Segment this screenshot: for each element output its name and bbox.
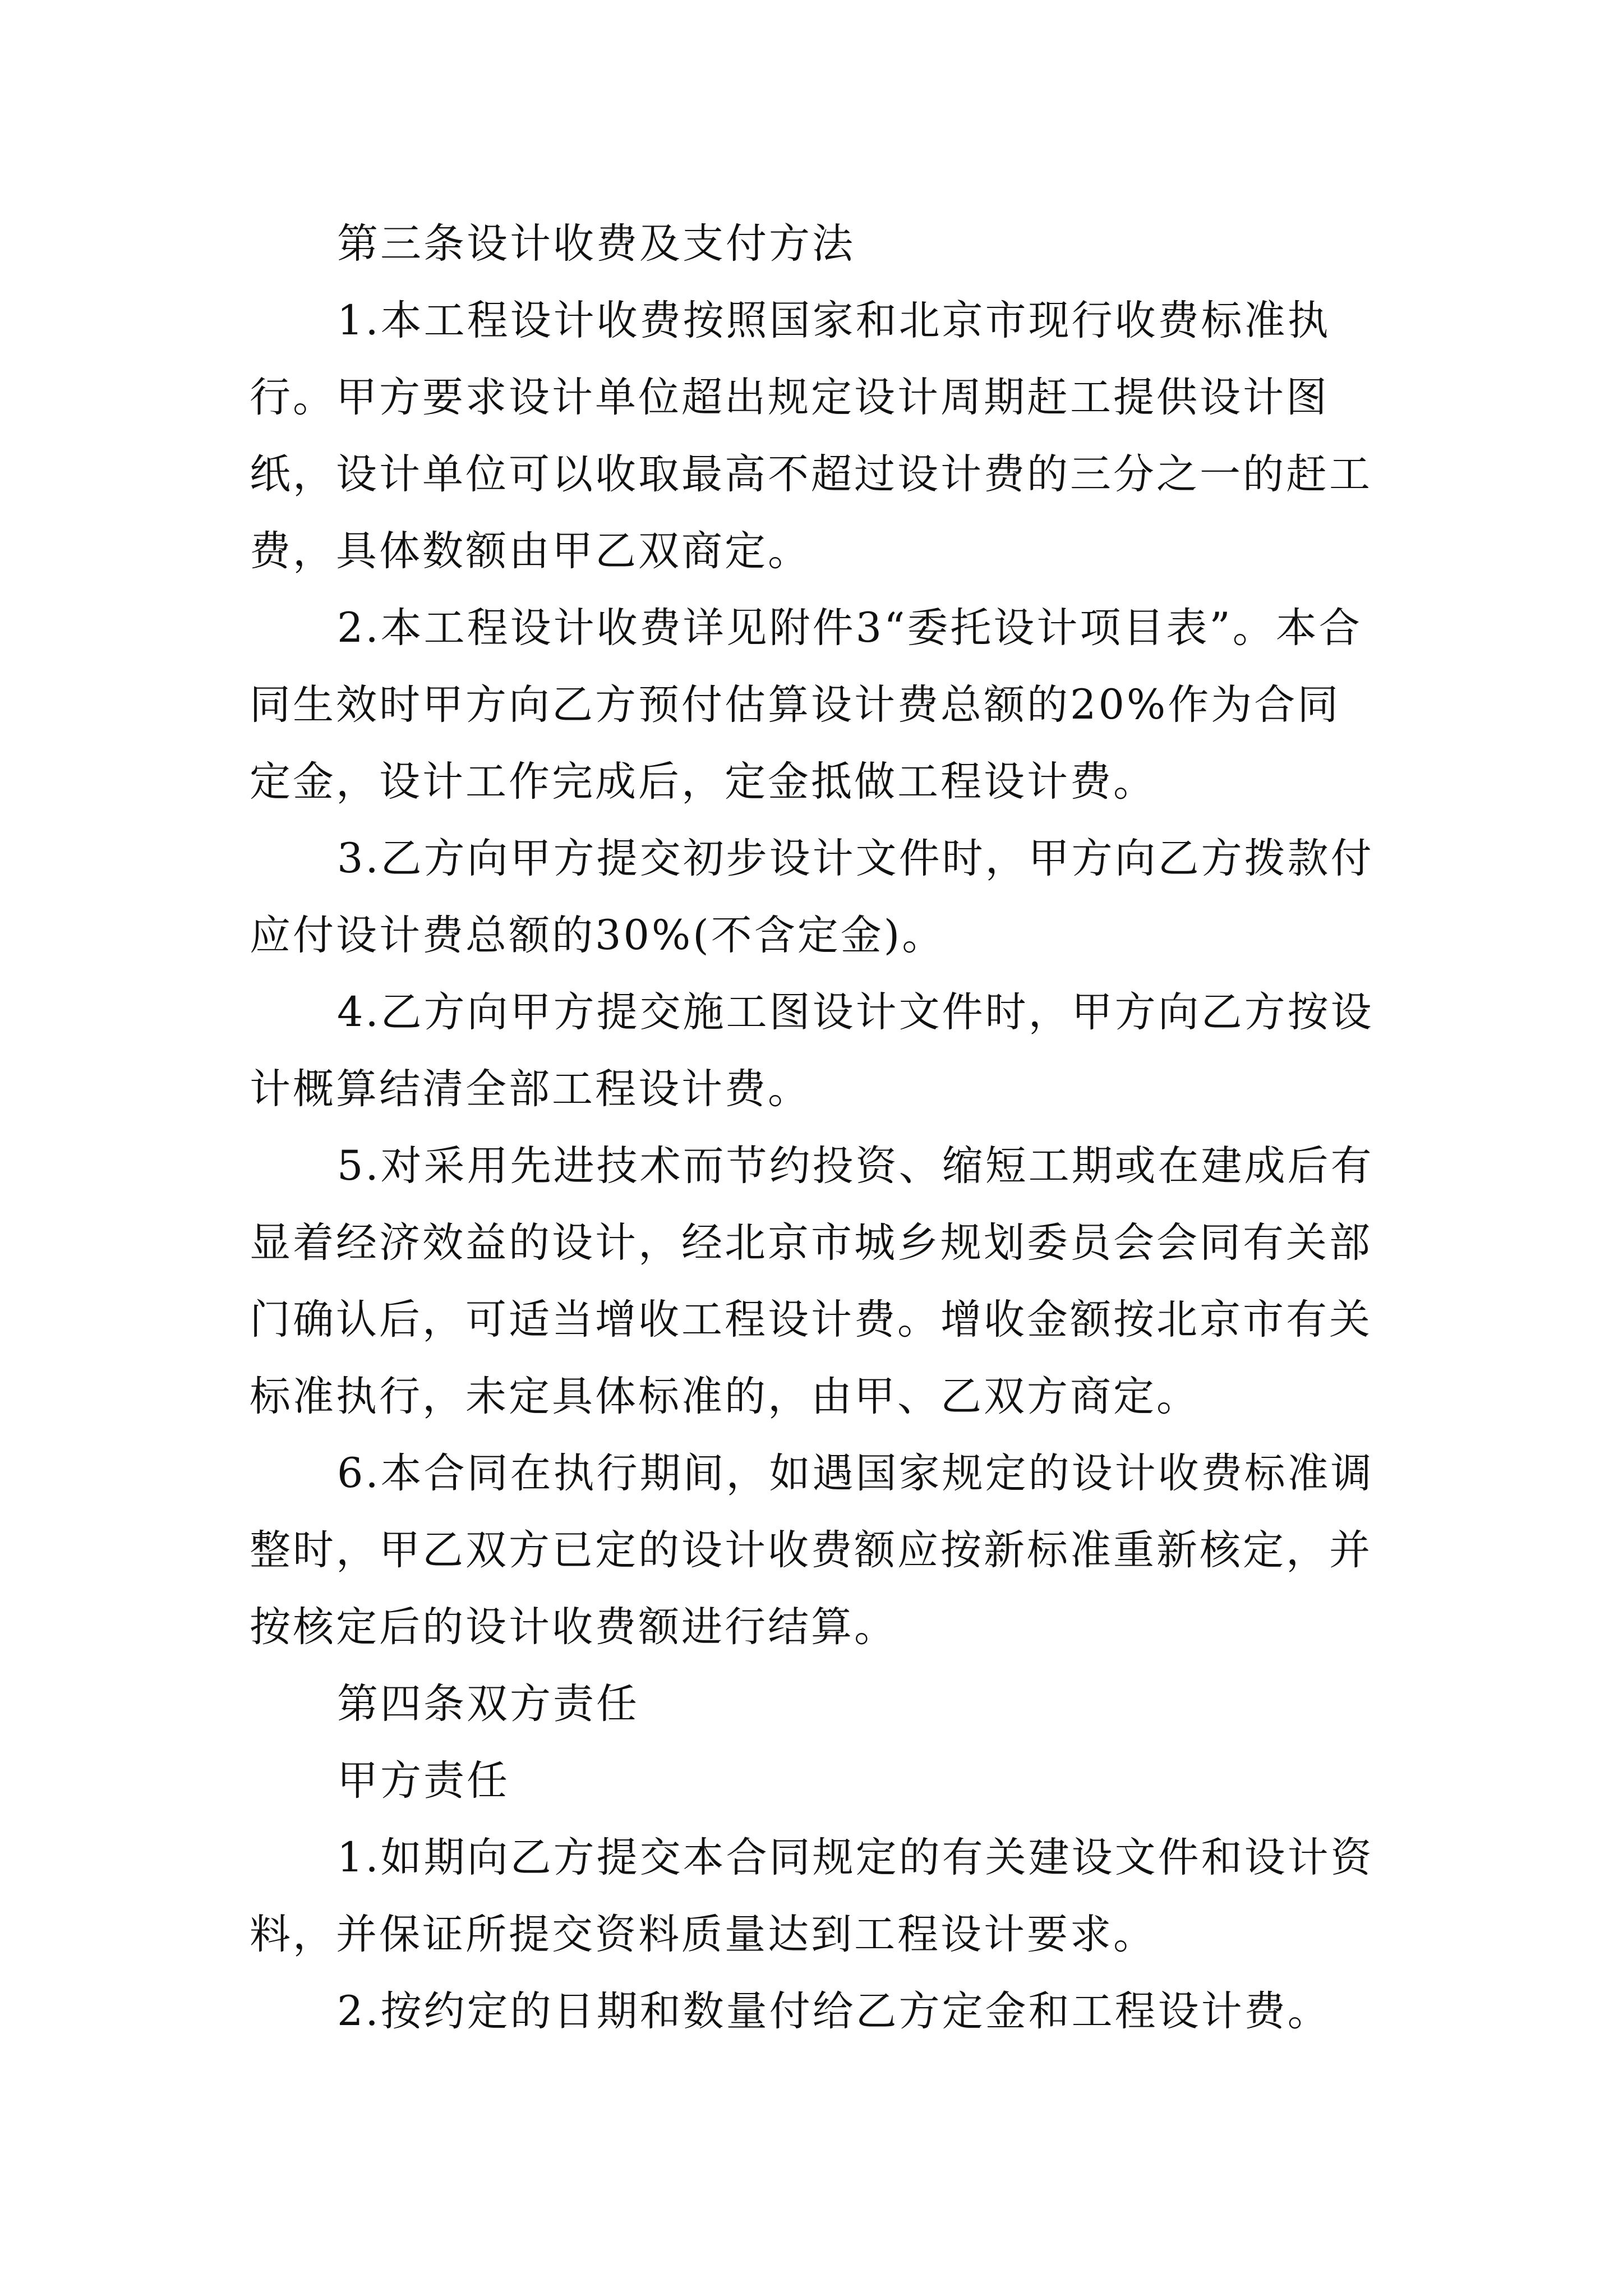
article-3-clause-6: 6.本合同在执行期间，如遇国家规定的设计收费标准调整时，甲乙双方已定的设计收费额应按新标准重新核定，并按核定后的设计收费额进行结算。 <box>250 1450 1374 1651</box>
article-3-clause-3: 3.乙方向甲方提交初步设计文件时，甲方向乙方拨款付应付设计费总额的30%(不含定金)。 <box>250 835 1374 959</box>
document-body <box>250 205 1382 2050</box>
article-3-clause-1: 1.本工程设计收费按照国家和北京市现行收费标准执行。甲方要求设计单位超出规定设计周期赶工提供设计图纸，设计单位可以收取最高不超过设计费的三分之一的赶工费，具体数额由甲乙双商定。 <box>250 297 1372 575</box>
article-3-heading: 第三条设计收费及支付方法 <box>337 220 855 268</box>
article-3-clause-2: 2.本工程设计收费详见附件3“委托设计项目表”。本合同生效时甲方向乙方预付估算设计费总额的20%作为合同定金，设计工作完成后，定金抵做工程设计费。 <box>250 604 1362 806</box>
party-a-clause-1: 1.如期向乙方提交本合同规定的有关建设文件和设计资料，并保证所提交资料质量达到工程设计要求。 <box>250 1834 1374 1958</box>
article-4-heading: 第四条双方责任 <box>337 1680 639 1728</box>
party-a-clause-2: 2.按约定的日期和数量付给乙方定金和工程设计费。 <box>337 1987 1331 2035</box>
party-a-responsibilities-heading: 甲方责任 <box>337 1757 510 1805</box>
article-3-clause-4: 4.乙方向甲方提交施工图设计文件时，甲方向乙方按设计概算结清全部工程设计费。 <box>250 988 1374 1113</box>
article-3-clause-5: 5.对采用先进技术而节约投资、缩短工期或在建成后有显着经济效益的设计，经北京市城乡规划委员会会同有关部门确认后，可适当增收工程设计费。增收金额按北京市有关标准执行，未定具体标准的，由甲、乙双方商定。 <box>250 1142 1374 1420</box>
